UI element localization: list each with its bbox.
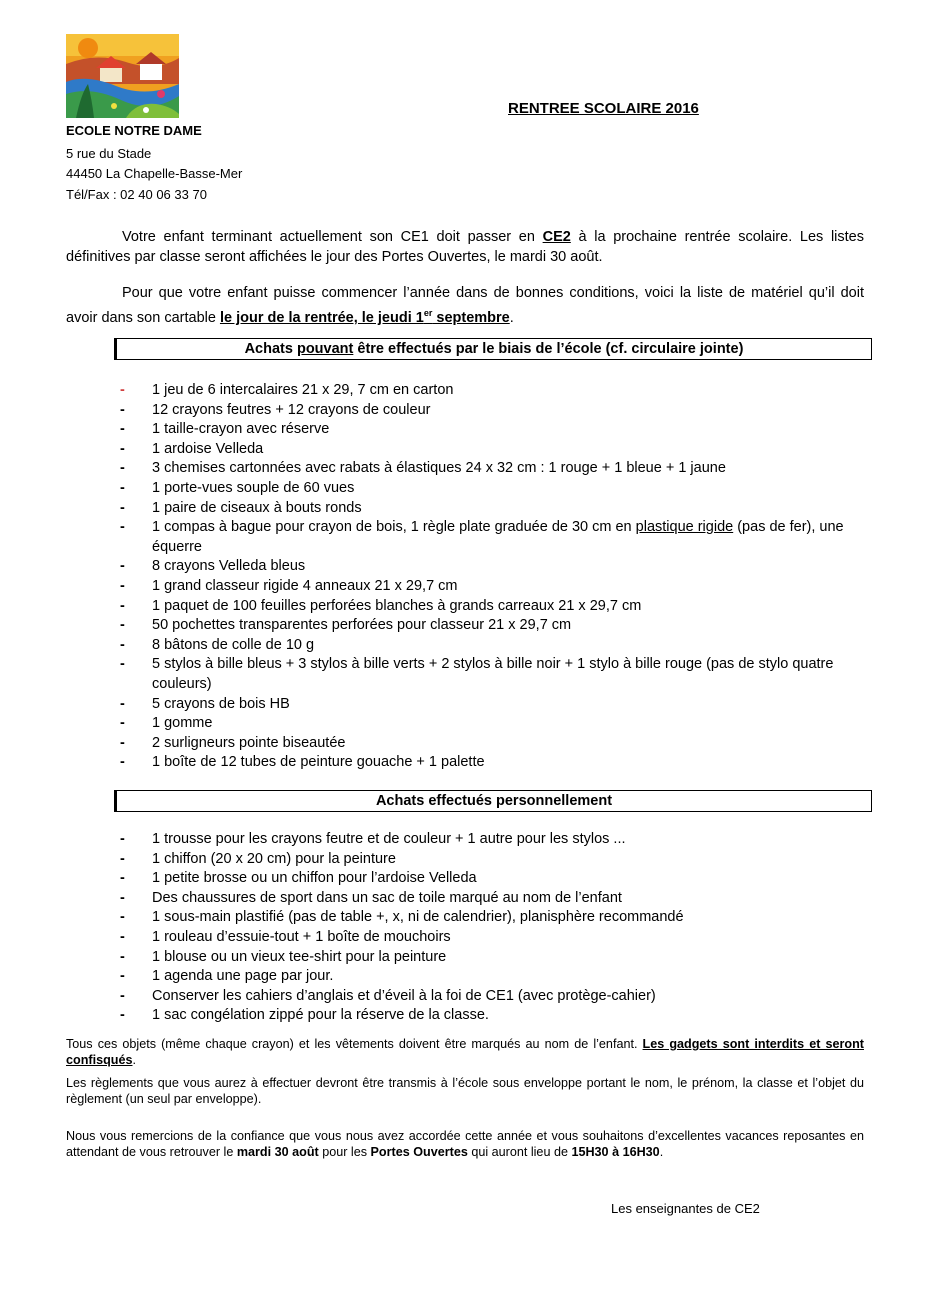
list-dash: - xyxy=(120,754,125,771)
school-phone: Tél/Fax : 02 40 06 33 70 xyxy=(66,187,207,202)
list-dash: - xyxy=(120,460,125,477)
list-item: - 1 petite brosse ou un chiffon pour l’ardoise Velleda xyxy=(120,869,868,889)
list-item: - Conserver les cahiers d’anglais et d’éveil à la foi de CE1 (avec protège-cahier) xyxy=(120,987,868,1007)
list-item: - 5 crayons de bois HB xyxy=(120,695,868,715)
list-dash: - xyxy=(120,577,125,594)
first-day-date: le jour de la rentrée, le jeudi 1er septembre xyxy=(219,308,510,326)
page-title: RENTREE SCOLAIRE 2016 xyxy=(508,100,699,117)
list-dash: - xyxy=(120,734,125,751)
list-item: - 1 sous-main plastifié (pas de table +, x, ni de calendrier), planisphère recommandé xyxy=(120,908,868,928)
school-logo-painting xyxy=(66,34,179,118)
list-item: - 50 pochettes transparentes perforées pour classeur 21 x 29,7 cm xyxy=(120,616,868,636)
list-dash: - xyxy=(120,636,125,653)
section-heading-school-purchases: Achats pouvant être effectués par le biais de l’école (cf. circulaire jointe) xyxy=(114,338,872,360)
list-dash: - xyxy=(120,382,125,398)
school-address-street: 5 rue du Stade xyxy=(66,146,152,161)
school-address-city: 44450 La Chapelle-Basse-Mer xyxy=(66,166,243,181)
list-item: - 3 chemises cartonnées avec rabats à élastiques 24 x 32 cm : 1 rouge + 1 bleue + 1 jaune xyxy=(120,459,868,479)
list-dash: - xyxy=(120,831,125,847)
list-item: - 8 bâtons de colle de 10 g xyxy=(120,636,868,656)
section-heading-personal-purchases: Achats effectués personnellement xyxy=(114,790,872,812)
school-purchases-list xyxy=(120,381,868,773)
personal-purchases-list xyxy=(120,830,868,1026)
list-item: - 1 trousse pour les crayons feutre et de couleur + 1 autre pour les stylos ... xyxy=(120,830,868,850)
list-item: - 1 gomme xyxy=(120,714,868,734)
list-dash: - xyxy=(120,909,125,926)
school-name: ECOLE NOTRE DAME xyxy=(66,123,202,138)
list-dash: - xyxy=(120,499,125,516)
list-dash: - xyxy=(120,889,125,906)
list-dash: - xyxy=(120,656,125,673)
intro-paragraph-1: Votre enfant terminant actuellement son CE1 doit passer en CE2 à la prochaine rentrée scolaire. Les listes définitives par classe seront affichées le jour des Portes Ouvertes, le mardi 30 août. xyxy=(66,229,864,265)
labeling-notice: Tous ces objets (même chaque crayon) et les vêtements doivent être marqués au nom de l’enfant. Les gadgets sont interdits et seront confisqués. xyxy=(66,1037,864,1067)
list-dash: - xyxy=(120,928,125,945)
list-item: - 1 taille-crayon avec réserve xyxy=(120,420,868,440)
list-dash: - xyxy=(120,401,125,418)
list-item: - 12 crayons feutres + 12 crayons de couleur xyxy=(120,401,868,421)
list-item: - 1 porte-vues souple de 60 vues xyxy=(120,479,868,499)
list-dash: - xyxy=(120,440,125,457)
signature: Les enseignantes de CE2 xyxy=(611,1201,760,1216)
list-item: - 1 agenda une page par jour. xyxy=(120,967,868,987)
list-item: - 1 grand classeur rigide 4 anneaux 21 x 29,7 cm xyxy=(120,577,868,597)
list-dash: - xyxy=(120,597,125,614)
class-name: CE2 xyxy=(542,229,571,245)
list-item: - 1 paire de ciseaux à bouts ronds xyxy=(120,499,868,519)
list-dash: - xyxy=(120,968,125,985)
list-dash: - xyxy=(120,617,125,634)
list-item: - 1 chiffon (20 x 20 cm) pour la peinture xyxy=(120,850,868,870)
list-dash: - xyxy=(120,519,125,536)
list-dash: - xyxy=(120,870,125,887)
list-dash: - xyxy=(120,715,125,732)
list-item: - 1 paquet de 100 feuilles perforées blanches à grands carreaux 21 x 29,7 cm xyxy=(120,597,868,617)
list-item: - 1 jeu de 6 intercalaires 21 x 29, 7 cm en carton xyxy=(120,381,868,401)
list-item: - 1 ardoise Velleda xyxy=(120,440,868,460)
list-item: - Des chaussures de sport dans un sac de toile marqué au nom de l’enfant xyxy=(120,889,868,909)
list-dash: - xyxy=(120,987,125,1004)
list-item: - 1 compas à bague pour crayon de bois, 1 règle plate graduée de 30 cm en plastique rigide (pas de fer), une équerre xyxy=(120,519,844,555)
gadgets-warning: Les gadgets sont interdits et seront confisqués xyxy=(66,1037,864,1067)
list-item: - 2 surligneurs pointe biseautée xyxy=(120,734,868,754)
list-item: - 1 rouleau d’essuie-tout + 1 boîte de mouchoirs xyxy=(120,928,868,948)
list-dash: - xyxy=(120,850,125,867)
intro-paragraph-2: Pour que votre enfant puisse commencer l’année dans de bonnes conditions, voici la liste de matériel qu’il doit avoir dans son cartable le jour de la rentrée, le jeudi 1er septembre. xyxy=(66,285,864,326)
list-item: - 1 boîte de 12 tubes de peinture gouache + 1 palette xyxy=(120,753,868,773)
list-item: - 1 blouse ou un vieux tee-shirt pour la peinture xyxy=(120,948,868,968)
list-dash: - xyxy=(120,479,125,496)
list-dash: - xyxy=(120,558,125,575)
list-item: - 5 stylos à bille bleus + 3 stylos à bille verts + 2 stylos à bille noir + 1 stylo à bille rouge (pas de stylo quatre couleurs) xyxy=(120,656,834,692)
list-dash: - xyxy=(120,1007,125,1024)
list-dash: - xyxy=(120,695,125,712)
list-item: - 8 crayons Velleda bleus xyxy=(120,557,868,577)
thanks-paragraph: Nous vous remercions de la confiance que vous nous avez accordée cette année et vous souhaitons d’excellentes vacances reposantes en attendant de vous retrouver le mardi 30 août pour les Portes Ouvertes qui auront lieu de 15H30 à 16H30. xyxy=(66,1129,864,1159)
payments-notice: Les règlements que vous aurez à effectuer devront être transmis à l’école sous enveloppe portant le nom, le prénom, la classe et l’objet du règlement (un seul par enveloppe). xyxy=(66,1076,864,1106)
list-dash: - xyxy=(120,948,125,965)
list-item: - 1 sac congélation zippé pour la réserve de la classe. xyxy=(120,1006,868,1026)
list-dash: - xyxy=(120,421,125,438)
